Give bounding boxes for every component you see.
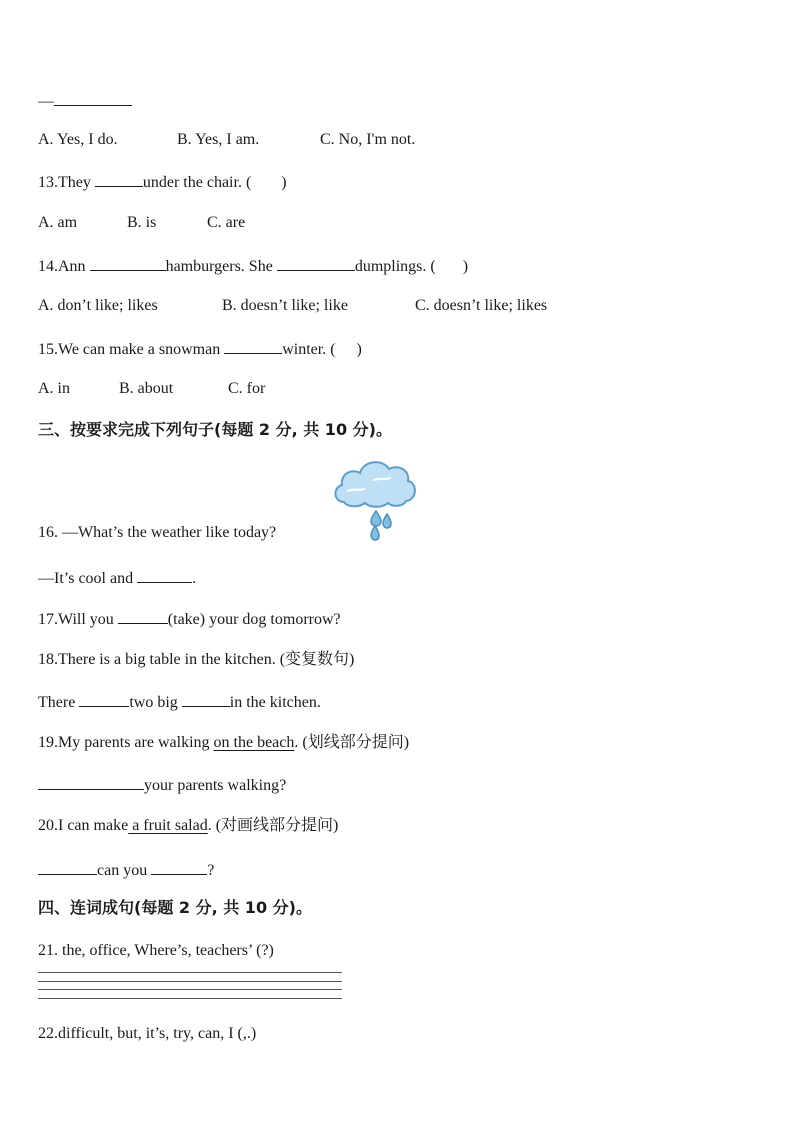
question-text: under the chair. (	[142, 174, 252, 191]
answer-blank[interactable]	[277, 255, 355, 271]
raindrop	[371, 526, 379, 540]
option-b[interactable]: B. doesn’t like; like	[222, 297, 348, 314]
answer-text: two big	[129, 694, 182, 711]
question-13	[38, 171, 287, 193]
question-text: 15.We can make a snowman	[38, 341, 225, 358]
answer-blank[interactable]	[182, 691, 230, 707]
question-text: (take) your dog tomorrow?	[167, 611, 341, 628]
underlined-phrase: a fruit salad	[128, 817, 208, 834]
q16-answer	[38, 567, 196, 589]
option-c[interactable]: C. doesn’t like; likes	[415, 297, 548, 314]
question-text: 14.Ann	[38, 258, 90, 275]
answer-text: —It’s cool and	[38, 570, 138, 587]
q20-answer	[38, 859, 214, 881]
question-15	[38, 338, 362, 360]
answer-blank[interactable]	[224, 338, 282, 354]
question-text: . (划线部分提问)	[294, 734, 410, 751]
section-4-heading: 四、连词成句(每题 2 分, 共 10 分)。	[38, 898, 312, 917]
answer-text: .	[192, 570, 197, 587]
writing-line	[38, 998, 342, 999]
option-b[interactable]: B. Yes, I am.	[177, 131, 260, 148]
answer-text: can you	[97, 862, 152, 879]
paren: )	[281, 174, 287, 191]
answer-blank[interactable]	[118, 608, 168, 624]
question-17	[38, 608, 341, 630]
answer-blank[interactable]	[38, 859, 97, 875]
writing-line	[38, 972, 342, 973]
answer-blank[interactable]	[38, 774, 144, 790]
answer-text: your parents walking?	[144, 777, 287, 794]
question-text: 20.I can make	[38, 817, 129, 834]
q12-answer-line	[38, 90, 132, 112]
option-b[interactable]: B. about	[119, 380, 174, 397]
question-text: 13.They	[38, 174, 95, 191]
raindrop	[383, 514, 391, 528]
writing-lines[interactable]	[38, 972, 342, 1006]
question-text: . (对画线部分提问)	[207, 817, 339, 834]
q18-answer	[38, 691, 321, 713]
question-text: winter. (	[282, 341, 336, 358]
writing-line	[38, 981, 342, 982]
question-20	[38, 816, 338, 836]
question-21: 21. the, office, Where’s, teachers’ (?)	[38, 942, 274, 959]
q14-options	[38, 296, 547, 316]
answer-blank[interactable]	[79, 691, 129, 707]
question-18: 18.There is a big table in the kitchen. (变复数句)	[38, 651, 355, 668]
q19-answer	[38, 774, 286, 796]
paren: )	[356, 341, 362, 358]
answer-blank[interactable]	[137, 567, 192, 583]
answer-text: There	[38, 694, 80, 711]
q15-options	[38, 379, 265, 399]
cloud-shape	[335, 462, 414, 507]
writing-line	[38, 989, 342, 990]
dash: —	[38, 93, 54, 110]
rain-cloud-icon	[330, 458, 418, 542]
question-16: 16. —What’s the weather like today?	[38, 524, 277, 541]
paren: )	[462, 258, 469, 275]
answer-blank[interactable]	[95, 171, 143, 187]
answer-blank[interactable]	[90, 255, 166, 271]
option-c[interactable]: C. are	[207, 214, 246, 231]
option-c[interactable]: C. No, I'm not.	[320, 131, 416, 148]
option-a[interactable]: A. in	[38, 380, 70, 397]
option-a[interactable]: A. don’t like; likes	[38, 297, 158, 314]
option-a[interactable]: A. Yes, I do.	[38, 131, 118, 148]
question-text: 17.Will you	[38, 611, 118, 628]
question-text: hamburgers. She	[165, 258, 277, 275]
q12-options	[38, 130, 415, 150]
question-text: dumplings. (	[354, 258, 436, 275]
section-3-heading: 三、按要求完成下列句子(每题 2 分, 共 10 分)。	[38, 420, 392, 439]
answer-text: ?	[207, 862, 215, 879]
raindrop	[371, 511, 381, 526]
option-b[interactable]: B. is	[127, 214, 157, 231]
question-19	[38, 733, 409, 753]
answer-blank[interactable]	[54, 90, 132, 106]
q13-options	[38, 213, 245, 233]
answer-text: in the kitchen.	[229, 694, 321, 711]
question-text: 19.My parents are walking	[38, 734, 214, 751]
question-14	[38, 255, 468, 277]
option-c[interactable]: C. for	[228, 380, 266, 397]
answer-blank[interactable]	[151, 859, 207, 875]
option-a[interactable]: A. am	[38, 214, 78, 231]
question-22: 22.difficult, but, it’s, try, can, I (,.)	[38, 1025, 257, 1042]
underlined-phrase: on the beach	[213, 734, 295, 751]
